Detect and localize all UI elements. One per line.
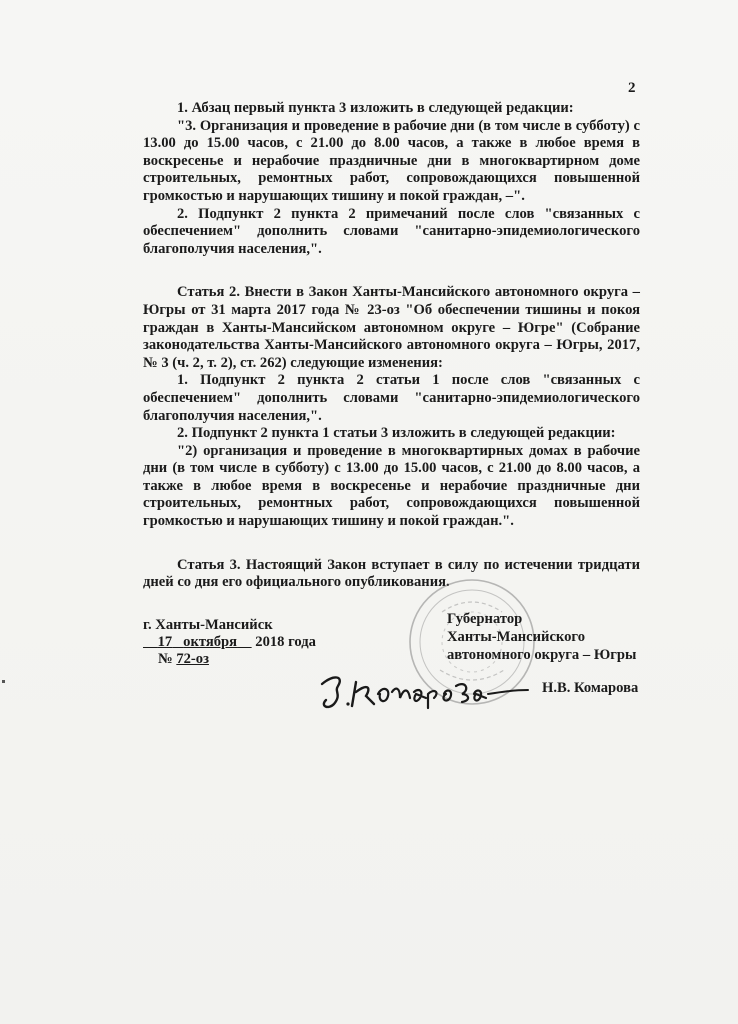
number-sign: №: [158, 651, 173, 667]
paragraph-7: "2) организация и проведение в многоквартирных домах в рабочие дни (в том числе в субботу) с 13.00 до 15.00 часов, с 21.00 до 8.00 часов, а также в любое время в воскресенье и нерабочие праздничные дни строительных, ремонтных работ, сопровождающихся повышенной громкостью и нарушающих тишину и покой граждан.".: [143, 442, 640, 530]
signing-day: 17: [157, 634, 173, 650]
signing-date: [143, 634, 316, 651]
law-text: [143, 100, 640, 592]
governor-line-3: автономного округа – Югры: [447, 647, 637, 663]
article-2-text: Внести в Закон Ханты-Мансийского автономного округа – Югры от 31 марта 2017 года № 23-оз "Об обеспечении тишины и покоя граждан в Ханты-Мансийском автономном округе – Югре" (Собрание законодательства Ханты-Мансийского автономного округа – Югры, 2017, № 3 (ч. 2, т. 2), ст. 262) следующие изменения:: [143, 284, 640, 371]
paragraph-5: 1. Подпункт 2 пункта 2 статьи 1 после слов "связанных с обеспечением" дополнить словами "санитарно-эпидемиологического благополучия населения,".: [143, 372, 640, 424]
law-number: [158, 651, 209, 668]
governor-line-1: Губернатор: [447, 611, 523, 627]
handwritten-signature-icon: [316, 664, 531, 714]
article-2-label: Статья 2.: [177, 284, 240, 301]
article-3-text: Настоящий Закон вступает в силу по истечении тридцати дней со дня его официального опубликования.: [143, 556, 640, 591]
governor-line-2: Ханты-Мансийского: [447, 629, 585, 645]
article-3-label: Статья 3.: [177, 556, 241, 573]
number-value: 72-оз: [176, 651, 209, 667]
paragraph-2: "3. Организация и проведение в рабочие дни (в том числе в субботу) с 13.00 до 15.00 часов, с 21.00 до 8.00 часов, а также в любое время в воскресенье и нерабочие праздничные дни в многоквартирном доме строительных, ремонтных работ, сопровождающихся повышенной громкостью и нарушающих тишину и покой граждан, –".: [143, 117, 640, 204]
article-2: [143, 284, 640, 372]
signing-year: 2018 года: [255, 634, 316, 650]
signing-month: октября: [183, 634, 238, 650]
article-3: [143, 557, 640, 592]
paragraph-1: 1. Абзац первый пункта 3 изложить в следующей редакции:: [177, 100, 574, 116]
signing-city: г. Ханты-Мансийск: [143, 617, 273, 633]
paragraph-6: 2. Подпункт 2 пункта 1 статьи 3 изложить в следующей редакции:: [177, 425, 616, 442]
governor-title: [447, 610, 636, 664]
paragraph-3: 2. Подпункт 2 пункта 2 примечаний после слов "связанных с обеспечением" дополнить словами "санитарно-эпидемиологического благополучия населения,".: [143, 205, 640, 257]
page-number: 2: [628, 80, 636, 96]
scan-speck: [2, 680, 5, 683]
governor-name: Н.В. Комарова: [542, 680, 639, 696]
